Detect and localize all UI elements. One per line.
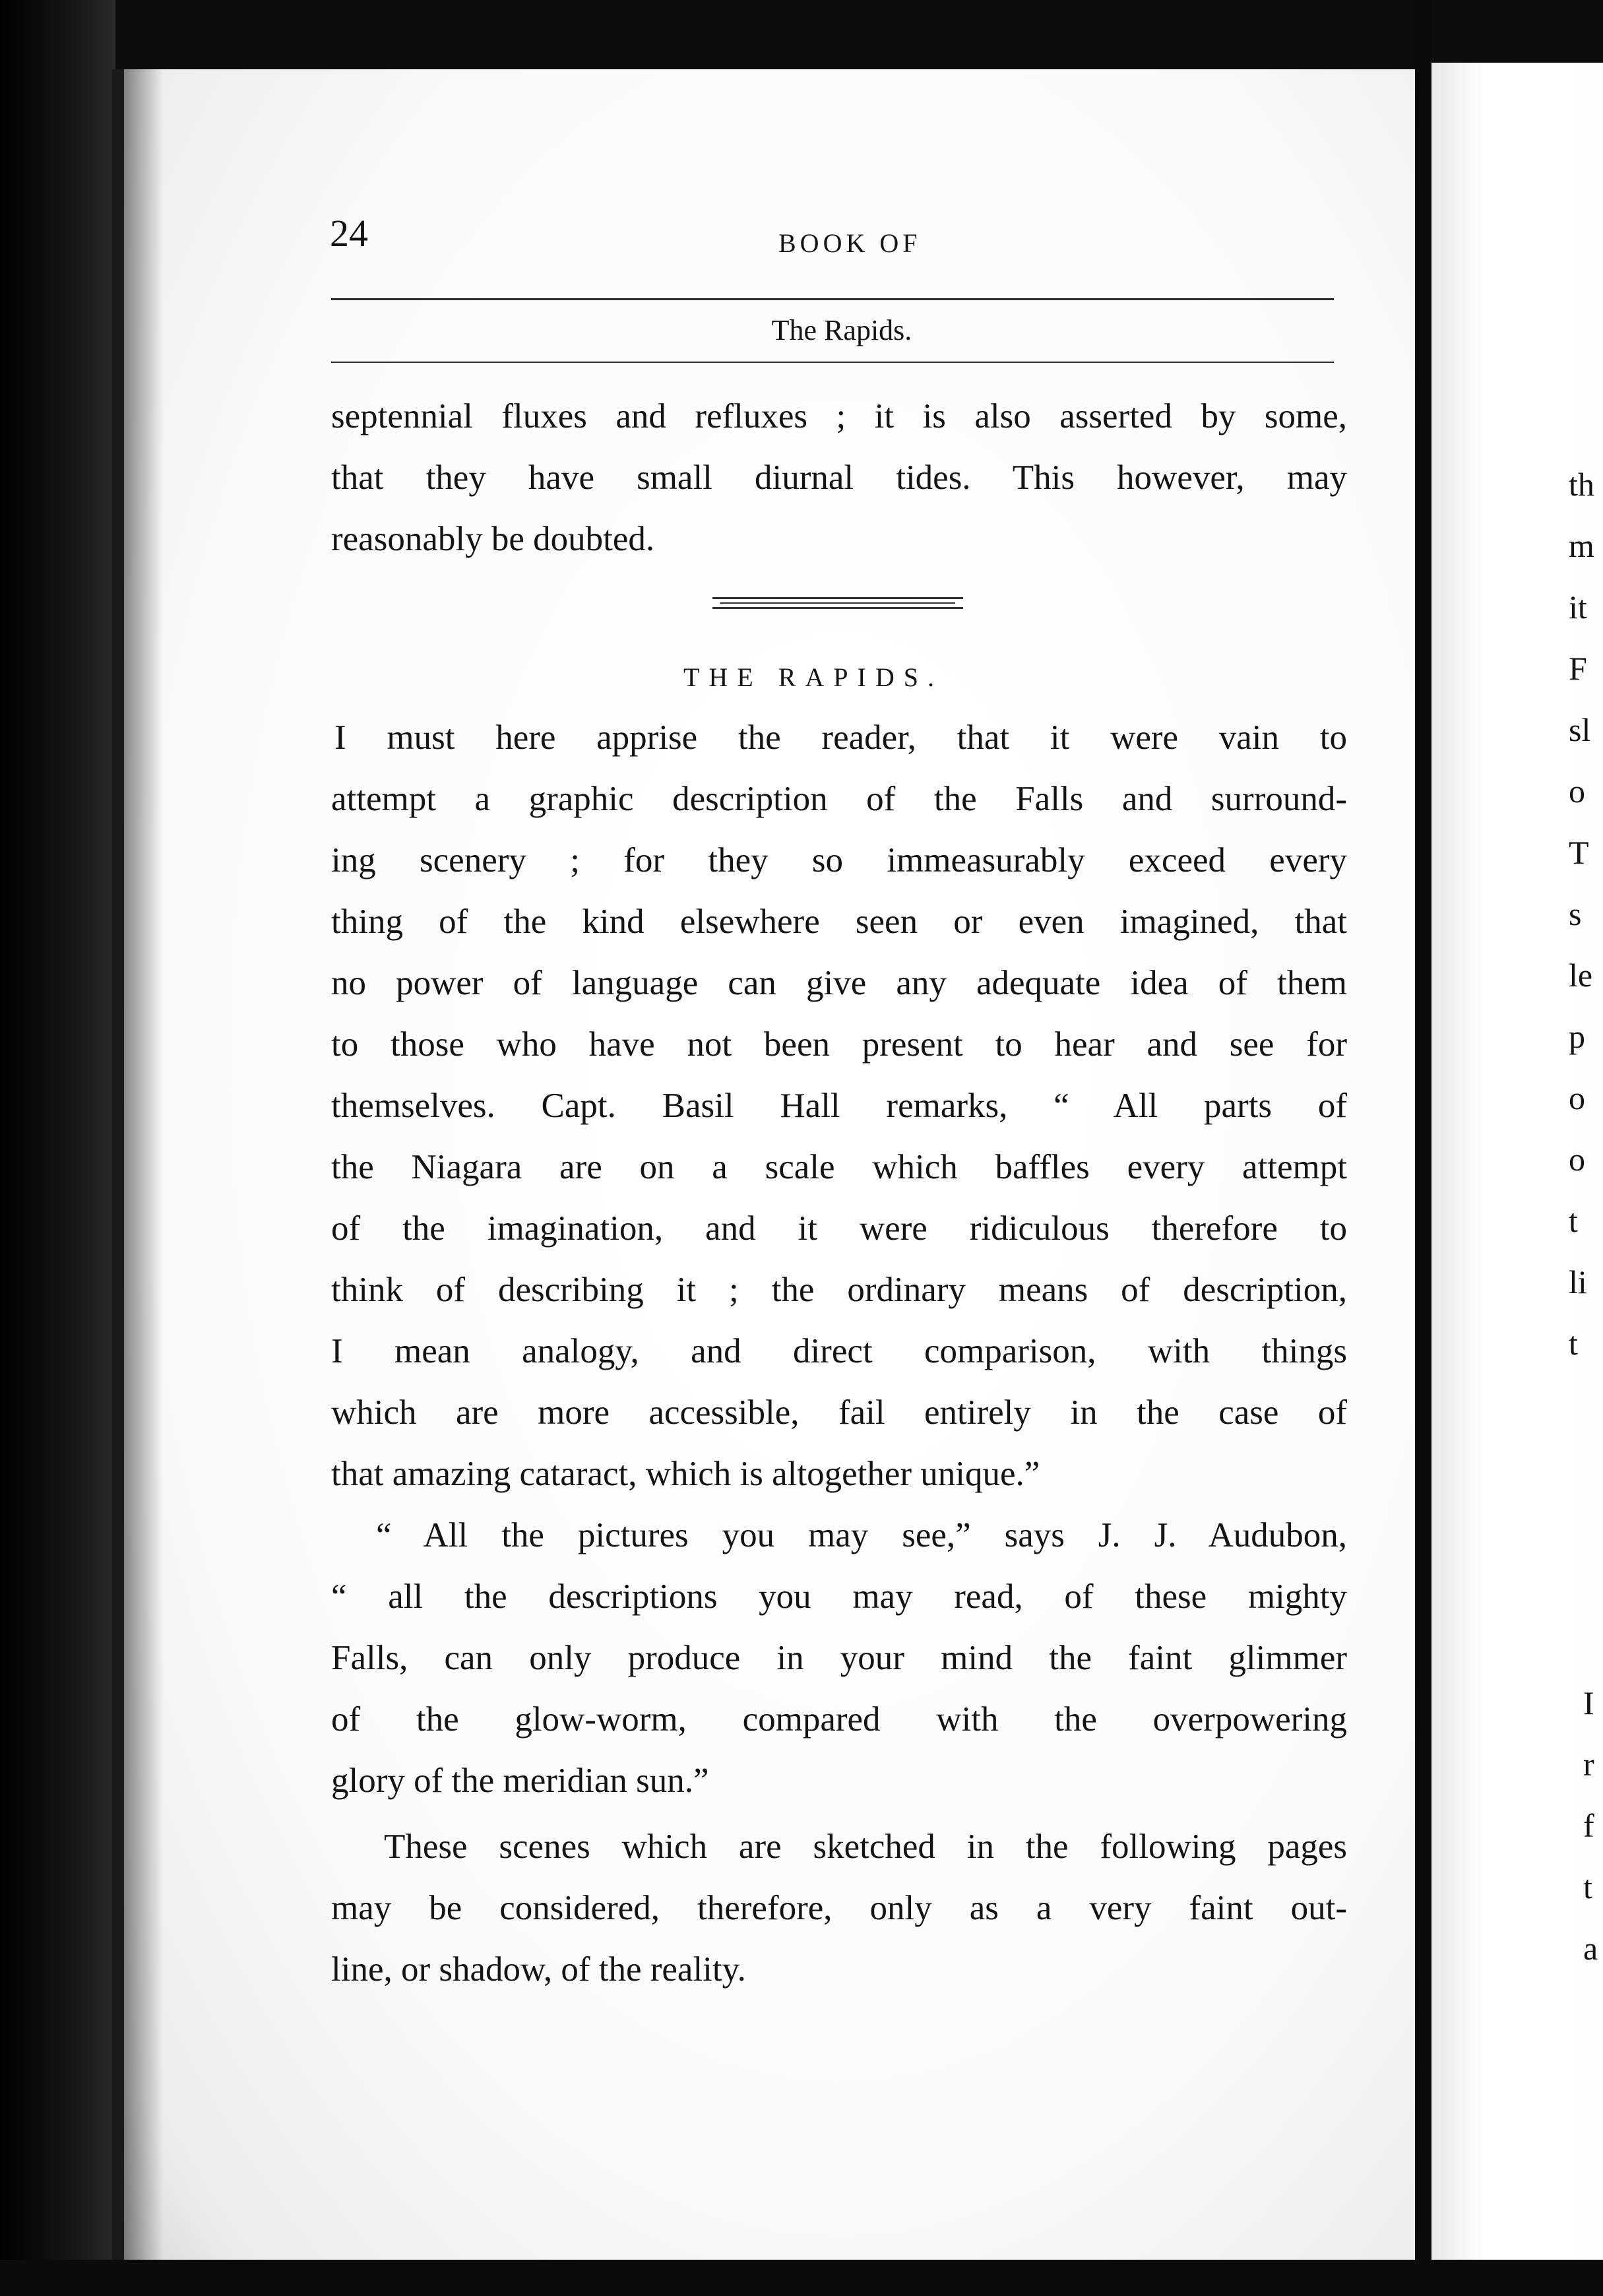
facing-fragment: o xyxy=(1569,773,1585,810)
header-rule-bottom xyxy=(331,362,1334,363)
facing-fragment: r xyxy=(1583,1746,1594,1783)
page-number: 24 xyxy=(330,212,368,255)
facing-fragment: th xyxy=(1569,466,1594,503)
header-rule-top xyxy=(331,298,1334,300)
facing-fragment: F xyxy=(1569,650,1587,687)
text-line: ing scenery ; for they so immeasurably exceed every xyxy=(331,841,1347,879)
facing-fragment: f xyxy=(1583,1807,1594,1844)
facing-fragment: sl xyxy=(1569,711,1591,748)
facing-fragment: it xyxy=(1569,589,1587,625)
text-line: attempt a graphic description of the Falls and surround- xyxy=(331,780,1347,818)
facing-fragment: T xyxy=(1569,834,1589,871)
section-title-text: The Rapids. xyxy=(771,314,912,346)
section-divider-ornament xyxy=(712,597,963,612)
facing-fragment: m xyxy=(1569,527,1594,564)
text-line: thing of the kind elsewhere seen or even imagined, that xyxy=(331,903,1347,941)
section-title xyxy=(0,313,1603,347)
text-line: septennial fluxes and refluxes ; it is also asserted by some, xyxy=(331,397,1347,435)
rapids-heading-text: THE RAPIDS. xyxy=(683,662,944,692)
text-line: “ all the descriptions you may read, of these mighty xyxy=(331,1578,1347,1616)
facing-fragment: t xyxy=(1569,1202,1578,1239)
scan-bottom-edge xyxy=(0,2260,1603,2296)
facing-fragment: o xyxy=(1569,1079,1585,1116)
facing-fragment: p xyxy=(1569,1018,1585,1055)
facing-fragment: s xyxy=(1569,895,1582,932)
facing-fragment: I xyxy=(1583,1684,1594,1721)
facing-page-text-lower xyxy=(1583,1673,1598,1979)
text-line: which are more accessible, fail entirely in the case of xyxy=(331,1393,1347,1432)
text-line: reasonably be doubted. xyxy=(331,520,655,558)
text-line: These scenes which are sketched in the following pages xyxy=(384,1828,1347,1866)
facing-fragment: a xyxy=(1583,1930,1598,1967)
text-line: the Niagara are on a scale which baffles every attempt xyxy=(331,1148,1347,1186)
text-line: that they have small diurnal tides. This however, may xyxy=(331,459,1347,497)
text-line: to those who have not been present to hear and see for xyxy=(331,1025,1347,1064)
text-line: no power of language can give any adequate idea of them xyxy=(331,964,1347,1002)
text-line: line, or shadow, of the reality. xyxy=(331,1950,746,1989)
paragraph-3 xyxy=(331,1816,1347,2000)
facing-page-text-upper xyxy=(1569,454,1594,1374)
text-line: themselves. Capt. Basil Hall remarks, “ All parts of xyxy=(331,1087,1347,1125)
text-line: I must here apprise the reader, that it were vain to xyxy=(334,718,1347,757)
text-line: of the imagination, and it were ridiculous therefore to xyxy=(331,1209,1347,1248)
facing-fragment: le xyxy=(1569,957,1593,994)
continuation-paragraph xyxy=(331,386,1347,570)
text-line: Falls, can only produce in your mind the faint glimmer xyxy=(331,1639,1347,1677)
facing-fragment: t xyxy=(1583,1868,1592,1905)
rapids-heading xyxy=(0,662,1603,693)
paragraph-2 xyxy=(331,1505,1347,1812)
page-edge-shadow xyxy=(124,69,164,2260)
facing-fragment: t xyxy=(1569,1325,1578,1362)
text-line: think of describing it ; the ordinary means of description, xyxy=(331,1271,1347,1309)
text-line: glory of the meridian sun.” xyxy=(331,1762,709,1800)
text-line: I mean analogy, and direct comparison, with things xyxy=(331,1332,1347,1370)
running-head: BOOK OF xyxy=(778,228,922,258)
text-line: that amazing cataract, which is altogether unique.” xyxy=(331,1455,1040,1493)
facing-fragment: li xyxy=(1569,1263,1587,1300)
text-line: “ All the pictures you may see,” says J. J. Audubon, xyxy=(376,1516,1347,1554)
text-line: may be considered, therefore, only as a very faint out- xyxy=(331,1889,1347,1927)
facing-fragment: o xyxy=(1569,1141,1585,1178)
text-line: of the glow-worm, compared with the overpowering xyxy=(331,1700,1347,1738)
paragraph-1 xyxy=(331,707,1347,1505)
